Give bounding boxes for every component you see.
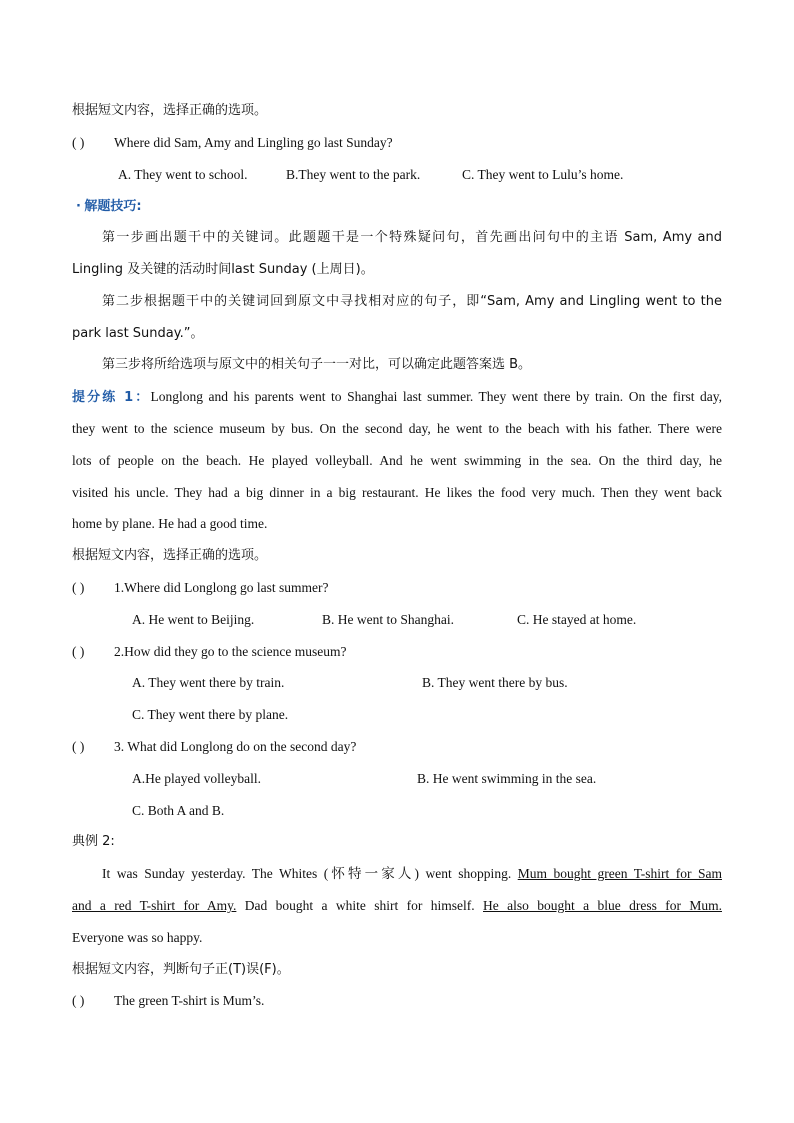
practice-paragraph-line: lots of people on the beach. He played volleyball. And he went swimming in the sea. On the third day, he [72,452,722,468]
answer-blank[interactable]: ( ) [72,993,85,1009]
question-row [72,572,722,604]
option-a: A. They went there by train. [132,675,285,691]
option-b: B.They went to the park. [286,166,421,182]
instruction-text: 根据短文内容，选择正确的选项。 [72,548,268,564]
example-paragraph-line: and a red T-shirt for Amy. Dad bought a white shirt for himself. He also bought a blue dress for Mum. [72,897,722,913]
bullet-icon: · [76,199,81,215]
option-a: A. He went to Beijing. [132,611,255,627]
option-c: C. They went to Lulu’s home. [462,166,624,182]
options-row [72,795,722,827]
question-row [72,127,722,159]
practice-paragraph-line: visited his uncle. They had a big dinner in a big restaurant. He likes the food very much. Then they went back [72,484,722,500]
practice-label: 提分练 1： [72,390,151,406]
tips-step2-cont: park last Sunday.”。 [72,325,204,341]
practice-paragraph-line: they went to the science museum by bus. On the second day, he went to the beach with his father. There were [72,420,722,436]
question-row [72,636,722,668]
example-paragraph-line: It was Sunday yesterday. The Whites (怀特一家人) went shopping. Mum bought green T-shirt for Sam [102,866,722,882]
example-paragraph-line: Everyone was so happy. [72,929,203,945]
option-a: A. They went to school. [118,166,248,182]
option-b: B. They went there by bus. [422,675,568,691]
tips-step3: 第三步将所给选项与原文中的相关句子一一对比，可以确定此题答案选 B。 [102,357,532,373]
question-row [72,985,722,1017]
options-row [72,159,722,191]
answer-blank[interactable]: ( ) [72,643,85,659]
instruction-text: 根据短文内容，判断句子正(T)误(F)。 [72,961,290,977]
question-text: Where did Sam, Amy and Lingling go last Sunday? [114,134,393,150]
tips-heading [72,190,722,222]
underlined-sentence: Mum bought green T-shirt for Sam [517,866,722,882]
question-text: 2.How did they go to the science museum? [114,643,347,659]
tips-step1: 第一步画出题干中的关键词。此题题干是一个特殊疑问句，首先画出问句中的主语 Sam, Amy and [102,230,722,246]
options-row [72,699,722,731]
underlined-sentence: and a red T-shirt for Amy. [72,897,237,913]
instruction-text: 根据短文内容，选择正确的选项。 [72,103,268,118]
options-row [72,763,722,795]
options-row [72,667,722,699]
option-b: B. He went to Shanghai. [322,611,454,627]
tips-step1-cont: Lingling 及关键的活动时间last Sunday (上周日)。 [72,261,374,277]
document-page [72,95,722,1017]
question-text: The green T-shirt is Mum’s. [114,993,265,1009]
answer-blank[interactable]: ( ) [72,134,85,150]
options-row [72,604,722,636]
answer-blank[interactable]: ( ) [72,738,85,754]
question-row [72,731,722,763]
practice-paragraph-line: 提分练 1：Longlong and his parents went to Shanghai last summer. They went there by train. On the first day, [72,389,722,406]
option-c: C. He stayed at home. [517,611,637,627]
option-c: C. Both A and B. [132,802,225,818]
question-text: 3. What did Longlong do on the second day? [114,738,357,754]
tips-step2: 第二步根据题干中的关键词回到原文中寻找相对应的句子，即“Sam, Amy and Lingling went to the [102,293,722,309]
example-label: 典例 2: [72,834,115,850]
option-a: A.He played volleyball. [132,770,261,786]
question-text: 1.Where did Longlong go last summer? [114,579,329,595]
practice-paragraph-line: home by plane. He had a good time. [72,516,268,532]
option-c: C. They went there by plane. [132,707,289,723]
answer-blank[interactable]: ( ) [72,579,85,595]
underlined-sentence: He also bought a blue dress for Mum. [483,897,722,913]
option-b: B. He went swimming in the sea. [417,770,597,786]
tips-title: 解题技巧: [84,199,142,215]
